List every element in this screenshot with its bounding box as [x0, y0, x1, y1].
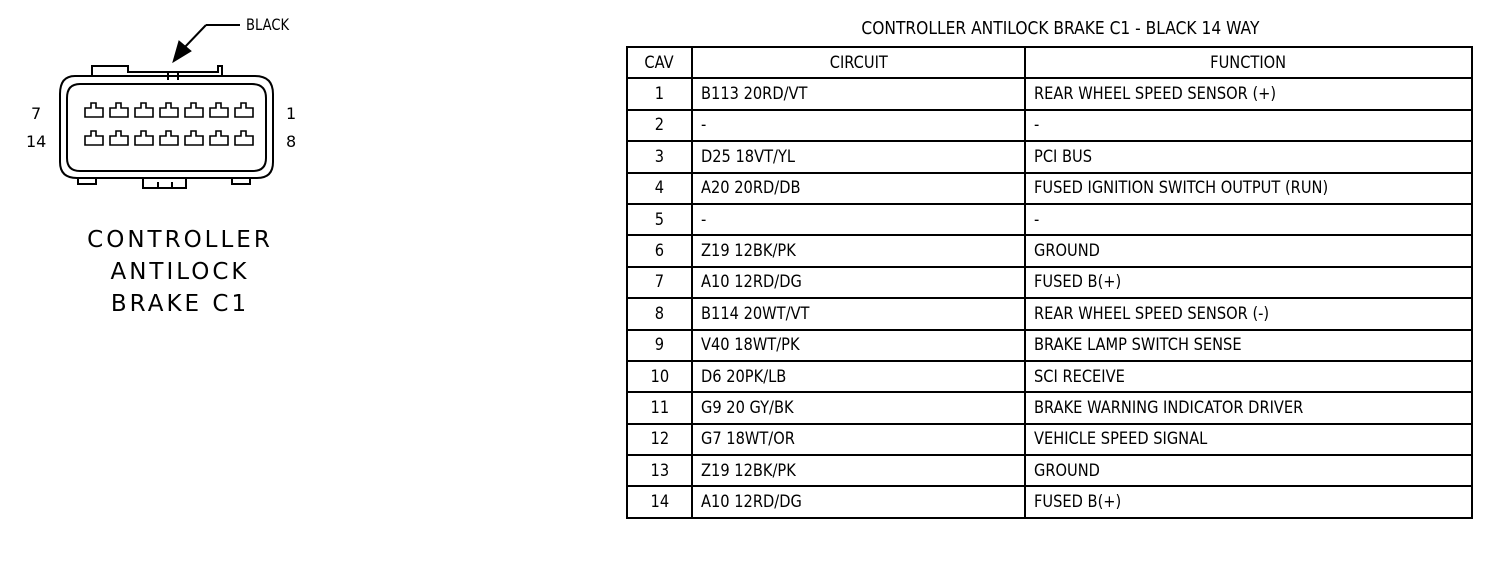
connector-name-line-1: CONTROLLER	[87, 227, 273, 253]
pin-label-bottom-left: 14	[26, 132, 47, 151]
function-cell: BRAKE LAMP SWITCH SENSE	[1025, 330, 1472, 361]
circuit-cell: Z19 12BK/PK	[692, 235, 1025, 266]
cav-cell: 3	[627, 141, 692, 172]
cav-cell: 2	[627, 110, 692, 141]
terminal-cavity	[110, 131, 128, 145]
terminal-cavity	[185, 103, 203, 117]
function-cell: -	[1025, 204, 1472, 235]
function-cell: FUSED B(+)	[1025, 267, 1472, 298]
table-row	[627, 361, 1472, 392]
cav-cell: 11	[627, 392, 692, 423]
function-cell: FUSED B(+)	[1025, 486, 1472, 517]
wire-color-label: BLACK	[246, 15, 290, 34]
table-title	[760, 18, 1360, 40]
function-cell: REAR WHEEL SPEED SENSOR (-)	[1025, 298, 1472, 329]
circuit-cell: A20 20RD/DB	[692, 173, 1025, 204]
header-circuit: CIRCUIT	[692, 47, 1025, 78]
terminal-cavity	[185, 131, 203, 145]
circuit-cell: -	[692, 110, 1025, 141]
table-row	[627, 424, 1472, 455]
cav-cell: 9	[627, 330, 692, 361]
circuit-cell: D25 18VT/YL	[692, 141, 1025, 172]
header-cav: CAV	[627, 47, 692, 78]
terminal-cavity	[135, 103, 153, 117]
connector-name-line-2: ANTILOCK	[110, 259, 250, 285]
cav-cell: 1	[627, 78, 692, 109]
terminal-cavity	[160, 131, 178, 145]
terminal-cavity	[210, 103, 228, 117]
table-row	[627, 141, 1472, 172]
table-row	[627, 204, 1472, 235]
cav-cell: 4	[627, 173, 692, 204]
circuit-cell: G7 18WT/OR	[692, 424, 1025, 455]
circuit-cell: B113 20RD/VT	[692, 78, 1025, 109]
table-row	[627, 173, 1472, 204]
table-row	[627, 486, 1472, 517]
connector-housing-inner	[67, 84, 266, 171]
cav-cell: 10	[627, 361, 692, 392]
function-cell: BRAKE WARNING INDICATOR DRIVER	[1025, 392, 1472, 423]
table-row	[627, 455, 1472, 486]
circuit-cell: Z19 12BK/PK	[692, 455, 1025, 486]
circuit-cell: A10 12RD/DG	[692, 486, 1025, 517]
table-row	[627, 392, 1472, 423]
cav-cell: 5	[627, 204, 692, 235]
circuit-cell: D6 20PK/LB	[692, 361, 1025, 392]
cav-cell: 13	[627, 455, 692, 486]
cav-cell: 6	[627, 235, 692, 266]
table-row	[627, 78, 1472, 109]
function-cell: REAR WHEEL SPEED SENSOR (+)	[1025, 78, 1472, 109]
connector-name-line-3: BRAKE C1	[110, 291, 250, 317]
table-header-row	[627, 47, 1472, 78]
function-cell: GROUND	[1025, 455, 1472, 486]
terminal-cavity	[235, 103, 253, 117]
table-row	[627, 267, 1472, 298]
function-cell: SCI RECEIVE	[1025, 361, 1472, 392]
circuit-cell: G9 20 GY/BK	[692, 392, 1025, 423]
connector-latch	[92, 66, 222, 80]
cav-cell: 14	[627, 486, 692, 517]
terminal-cavity	[235, 131, 253, 145]
connector-bottom-tabs	[78, 178, 250, 188]
function-cell: FUSED IGNITION SWITCH OUTPUT (RUN)	[1025, 173, 1472, 204]
circuit-cell: B114 20WT/VT	[692, 298, 1025, 329]
connector-name	[60, 224, 300, 320]
function-cell: VEHICLE SPEED SIGNAL	[1025, 424, 1472, 455]
function-cell: GROUND	[1025, 235, 1472, 266]
table-row	[627, 298, 1472, 329]
connector-housing-outer	[60, 76, 273, 178]
terminal-cavity	[110, 103, 128, 117]
table-row	[627, 110, 1472, 141]
pin-label-top-left: 7	[31, 104, 42, 123]
pinout-table-body	[627, 78, 1472, 517]
pinout-table	[626, 46, 1473, 519]
table-row	[627, 330, 1472, 361]
wire-color-leader-arrow	[173, 25, 240, 62]
function-cell: PCI BUS	[1025, 141, 1472, 172]
circuit-cell: A10 12RD/DG	[692, 267, 1025, 298]
table-row	[627, 235, 1472, 266]
pin-label-bottom-right: 8	[286, 132, 297, 151]
table-title-text: CONTROLLER ANTILOCK BRAKE C1 - BLACK 14 WAY	[860, 18, 1259, 39]
pin-label-top-right: 1	[286, 104, 297, 123]
terminal-cavity	[135, 131, 153, 145]
header-function: FUNCTION	[1025, 47, 1472, 78]
terminal-cavity	[210, 131, 228, 145]
circuit-cell: V40 18WT/PK	[692, 330, 1025, 361]
terminal-cavity	[85, 131, 103, 145]
function-cell: -	[1025, 110, 1472, 141]
connector-cavities	[85, 103, 253, 145]
cav-cell: 12	[627, 424, 692, 455]
cav-cell: 8	[627, 298, 692, 329]
cav-cell: 7	[627, 267, 692, 298]
terminal-cavity	[85, 103, 103, 117]
circuit-cell: -	[692, 204, 1025, 235]
terminal-cavity	[160, 103, 178, 117]
